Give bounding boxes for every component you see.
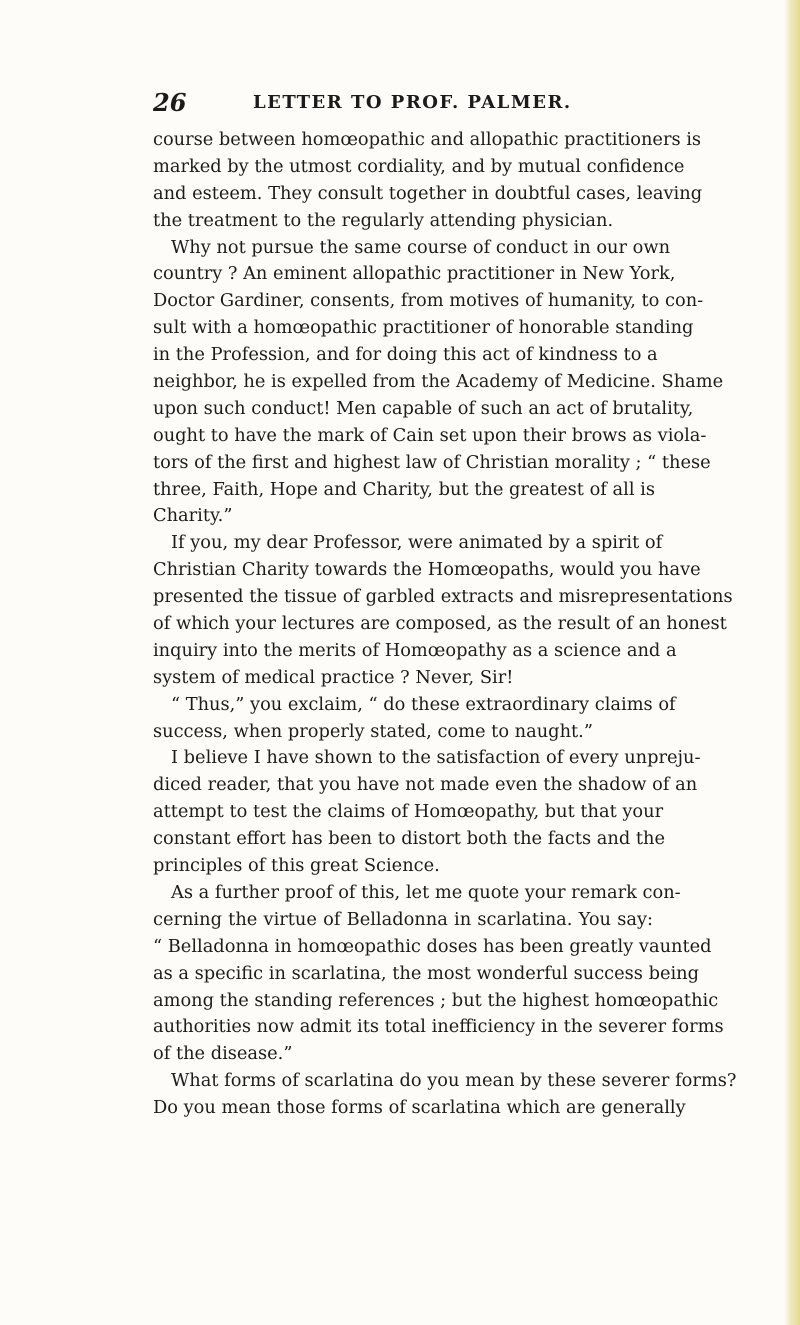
text-line: country ? An eminent allopathic practitioner in New York, [153,263,676,285]
text-line: I believe I have shown to the satisfaction of every unpreju- [171,747,701,769]
text-line: attempt to test the claims of Homœopathy, but that your [153,801,664,823]
text-line: authorities now admit its total inefficiency in the severer forms [153,1016,724,1038]
text-line: If you, my dear Professor, were animated by a spirit of [171,532,663,554]
page-header [153,88,583,128]
text-line: ought to have the mark of Cain set upon their brows as viola- [153,424,707,446]
running-title: LETTER TO PROF. PALMER. [253,92,572,113]
text-line: neighbor, he is expelled from the Academy of Medicine. Shame [153,371,724,393]
text-line: constant effort has been to distort both the facts and the [153,828,665,850]
text-line: diced reader, that you have not made even the shadow of an [153,774,698,796]
text-line: inquiry into the merits of Homœopathy as a science and a [153,639,677,661]
body-text [153,127,737,1122]
text-line: “ Belladonna in homœopathic doses has been greatly vaunted [153,935,712,957]
text-line: What forms of scarlatina do you mean by these severer forms? [171,1070,737,1092]
text-line: three, Faith, Hope and Charity, but the greatest of all is [153,478,655,500]
text-line: and esteem. They consult together in doubtful cases, leaving [153,182,703,204]
page-edge [784,0,800,1325]
text-line: presented the tissue of garbled extracts and misrepresentations [153,586,733,608]
text-line: Do you mean those forms of scarlatina which are generally [153,1097,686,1119]
text-line: sult with a homœopathic practitioner of honorable standing [153,317,694,339]
text-line: cerning the virtue of Belladonna in scarlatina. You say: [153,908,653,930]
text-line: success, when properly stated, come to naught.” [153,720,593,742]
text-line: among the standing references ; but the highest homœopathic [153,989,719,1011]
text-line: in the Profession, and for doing this act of kindness to a [153,344,658,366]
text-line: system of medical practice ? Never, Sir! [153,666,514,688]
text-line: Doctor Gardiner, consents, from motives of humanity, to con- [153,290,704,312]
text-line: Christian Charity towards the Homœopaths, would you have [153,559,701,581]
text-line: As a further proof of this, let me quote your remark con- [171,881,681,903]
text-line: of which your lectures are composed, as the result of an honest [153,613,727,635]
text-line: of the disease.” [153,1043,293,1065]
text-line: the treatment to the regularly attending physician. [153,209,614,231]
text-line: marked by the utmost cordiality, and by mutual confidence [153,155,685,177]
text-line: upon such conduct! Men capable of such an act of brutality, [153,397,694,419]
text-line: principles of this great Science. [153,855,440,877]
text-line: Why not pursue the same course of conduct in our own [171,236,671,258]
text-line: “ Thus,” you exclaim, “ do these extraordinary claims of [171,693,676,715]
page-number: 26 [153,88,187,117]
text-line: course between homœopathic and allopathic practitioners is [153,129,702,150]
text-line: Charity.” [153,505,233,527]
text-line: as a specific in scarlatina, the most wonderful success being [153,962,699,984]
text-line: tors of the first and highest law of Christian morality ; “ these [153,451,711,473]
